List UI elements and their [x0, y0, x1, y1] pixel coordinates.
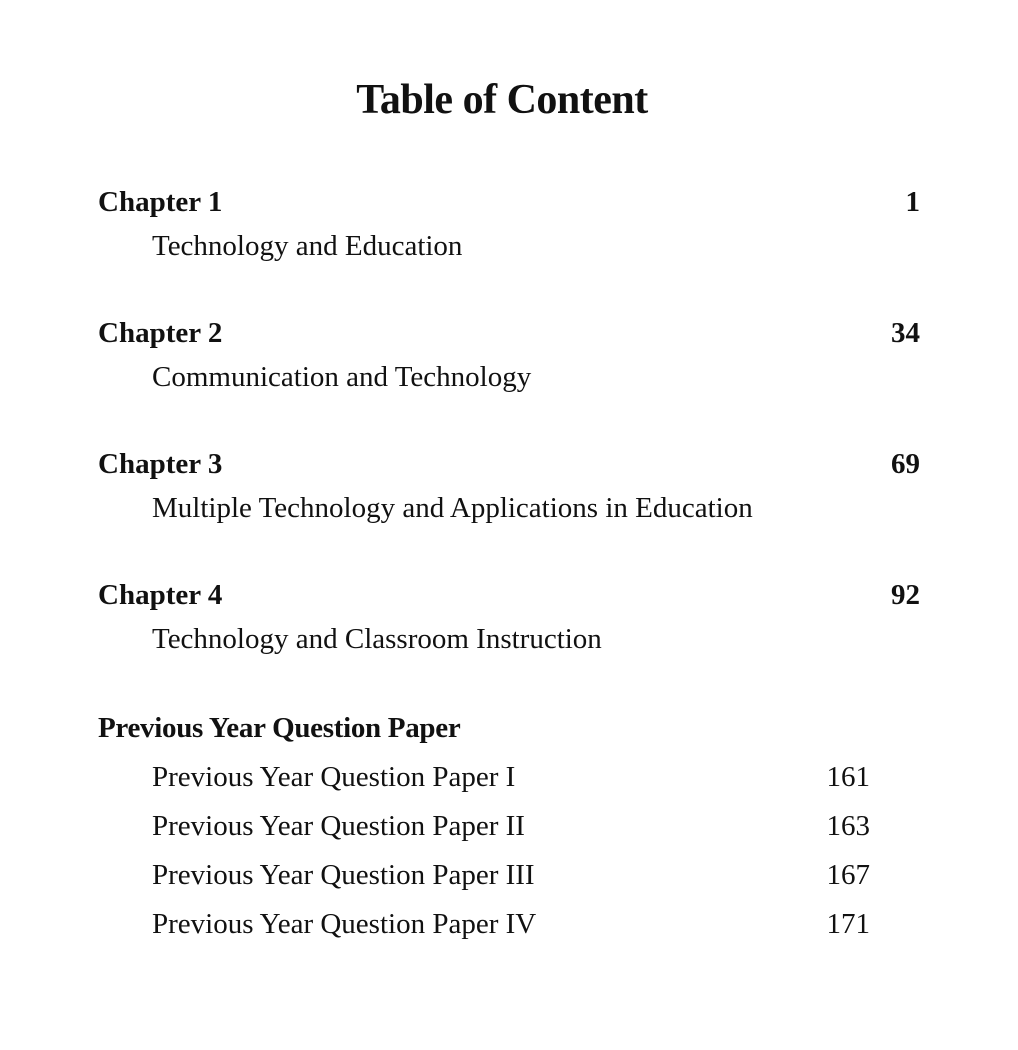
- page-title: Table of Content: [356, 77, 648, 123]
- chapter-page-number: 92: [891, 579, 920, 611]
- previous-paper-page-number: 163: [826, 810, 870, 842]
- chapter-page-number: 1: [905, 186, 920, 218]
- chapter-heading: Chapter 4: [98, 579, 223, 611]
- previous-paper-page-number: 171: [826, 908, 870, 940]
- previous-paper-row: [152, 906, 870, 942]
- previous-paper-row: [152, 759, 870, 795]
- chapter-subtitle: Multiple Technology and Applications in Education: [152, 492, 753, 524]
- previous-paper-label: Previous Year Question Paper IV: [152, 908, 537, 940]
- toc-chapter-2: [98, 315, 920, 395]
- chapter-heading: Chapter 1: [98, 186, 223, 218]
- chapter-subtitle: Technology and Classroom Instruction: [152, 623, 602, 655]
- toc-chapter-4: [98, 577, 920, 657]
- previous-paper-page-number: 161: [826, 761, 870, 793]
- chapter-heading: Chapter 2: [98, 317, 223, 349]
- toc-chapter-1: [98, 184, 920, 264]
- previous-paper-row: [152, 808, 870, 844]
- toc-chapter-3: [98, 446, 920, 526]
- previous-paper-label: Previous Year Question Paper I: [152, 761, 516, 793]
- previous-papers-heading: Previous Year Question Paper: [98, 712, 461, 744]
- previous-paper-row: [152, 857, 870, 893]
- chapter-page-number: 69: [891, 448, 920, 480]
- previous-paper-page-number: 167: [826, 859, 870, 891]
- previous-paper-label: Previous Year Question Paper III: [152, 859, 535, 891]
- chapter-subtitle: Communication and Technology: [152, 361, 532, 393]
- chapter-heading: Chapter 3: [98, 448, 223, 480]
- chapter-subtitle: Technology and Education: [152, 230, 463, 262]
- previous-paper-label: Previous Year Question Paper II: [152, 810, 525, 842]
- chapter-page-number: 34: [891, 317, 920, 349]
